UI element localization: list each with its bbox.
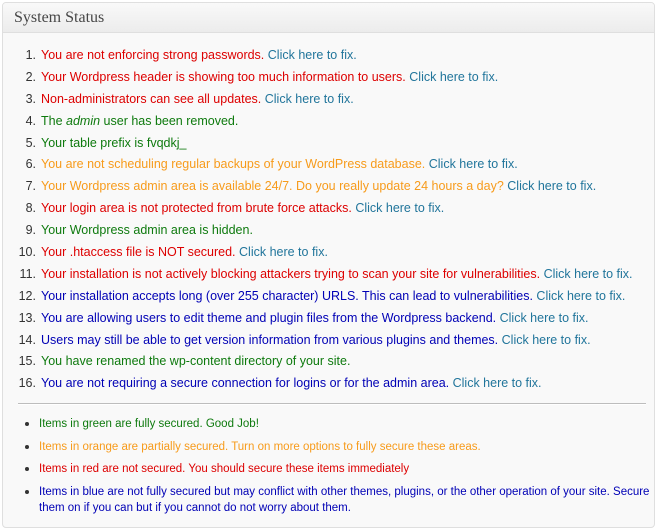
- status-item-message: Your Wordpress admin area is available 24/7. Do you really update 24 hours a day?: [41, 179, 504, 194]
- panel-title: System Status: [14, 9, 105, 26]
- legend-text: Items in orange are partially secured. Turn on more options to fully secure these areas.: [39, 440, 481, 453]
- status-item-message: Non-administrators can see all updates.: [41, 91, 262, 106]
- status-item-number: 8.: [25, 201, 36, 216]
- status-item: [3, 45, 653, 67]
- status-item-message: You have renamed the wp-content directory of your site.: [41, 354, 351, 369]
- fix-link[interactable]: Click here to fix.: [501, 332, 591, 347]
- status-item-number: 15.: [18, 354, 36, 369]
- status-item: [3, 111, 653, 133]
- status-item: [3, 176, 653, 198]
- status-item-number: 9.: [25, 223, 36, 238]
- status-item-message: [41, 114, 238, 128]
- status-item: [3, 89, 653, 111]
- legend-item: [3, 439, 653, 455]
- status-item: [3, 308, 653, 330]
- legend-item: [3, 484, 653, 516]
- status-item: [3, 373, 653, 395]
- fix-link[interactable]: Click here to fix.: [536, 288, 626, 303]
- fix-link[interactable]: Click here to fix.: [355, 201, 445, 216]
- fix-link[interactable]: Click here to fix.: [267, 48, 357, 62]
- fix-link[interactable]: Click here to fix.: [452, 376, 542, 391]
- status-item: [3, 220, 653, 242]
- status-item-message: You are not enforcing strong passwords.: [41, 48, 265, 62]
- status-item-message: Your Wordpress admin area is hidden.: [41, 223, 253, 238]
- status-item-message: You are not scheduling regular backups of your WordPress database.: [41, 157, 426, 172]
- status-item-number: 5.: [25, 135, 36, 150]
- status-item: [3, 198, 653, 220]
- status-item: [3, 133, 653, 155]
- status-item-number: 12.: [18, 288, 36, 303]
- status-item-number: 16.: [18, 376, 36, 391]
- status-item-message: Your installation is not actively blocking attackers trying to scan your site for vulnerabilities.: [41, 266, 541, 281]
- fix-link[interactable]: Click here to fix.: [239, 245, 328, 260]
- status-item-message: Your login area is not protected from brute force attacks.: [41, 201, 352, 216]
- fix-link[interactable]: Click here to fix.: [507, 179, 597, 194]
- status-item: [3, 67, 653, 89]
- status-item-text-after: user has been removed.: [100, 113, 239, 128]
- status-item-message: Your Wordpress header is showing too much information to users.: [41, 69, 406, 84]
- divider: [18, 403, 646, 405]
- status-item-number: 11.: [19, 266, 36, 281]
- status-item-number: 1.: [25, 48, 36, 62]
- bullet-icon: [25, 422, 29, 426]
- panel-header: [3, 3, 654, 33]
- status-item-number: 7.: [25, 179, 36, 194]
- status-item: [3, 154, 653, 176]
- fix-link[interactable]: Click here to fix.: [543, 266, 633, 281]
- status-item-number: 4.: [25, 113, 36, 128]
- status-item-number: 3.: [25, 91, 36, 106]
- status-item-emphasis: admin: [66, 113, 101, 128]
- status-item-number: 13.: [18, 310, 36, 325]
- bullet-icon: [25, 467, 29, 471]
- bullet-icon: [25, 445, 29, 449]
- status-item: [3, 286, 653, 308]
- status-item: [3, 264, 653, 286]
- legend-text: Items in green are fully secured. Good Job!: [39, 418, 259, 430]
- status-item: [3, 330, 653, 352]
- status-item-message: Your table prefix is fvqdkj_: [41, 135, 187, 150]
- legend-item: [3, 461, 653, 477]
- status-item-number: 2.: [25, 69, 36, 84]
- status-item-message: You are not requiring a secure connection for logins or for the admin area.: [41, 376, 450, 391]
- legend-text: Items in blue are not fully secured but may conflict with other themes, plugins, or the other operation of your site. Secure them on if you can but if you cannot do not worry about them.: [39, 485, 650, 514]
- status-item-message: You are allowing users to edit theme and plugin files from the Wordpress backend.: [41, 310, 497, 325]
- bullet-icon: [25, 490, 29, 494]
- fix-link[interactable]: Click here to fix.: [428, 157, 518, 172]
- status-item-message: Your installation accepts long (over 255 character) URLS. This can lead to vulnerabilities.: [41, 288, 533, 303]
- fix-link[interactable]: Click here to fix.: [409, 69, 499, 84]
- status-item-text-before: The: [41, 113, 67, 128]
- status-item-number: 10.: [18, 245, 36, 260]
- legend-item: [3, 416, 653, 432]
- fix-link[interactable]: Click here to fix.: [264, 91, 354, 106]
- status-item: [3, 242, 653, 264]
- system-status-panel: [2, 2, 655, 528]
- status-item-message: Users may still be able to get version information from various plugins and themes.: [41, 332, 499, 347]
- status-item-message: Your .htaccess file is NOT secured.: [41, 245, 236, 260]
- status-list: [3, 45, 653, 395]
- legend-text: Items in red are not secured. You should secure these items immediately: [39, 463, 410, 475]
- legend-list: [3, 416, 653, 522]
- status-item-number: 6.: [25, 157, 36, 172]
- fix-link[interactable]: Click here to fix.: [499, 310, 589, 325]
- status-item: [3, 351, 653, 373]
- status-item-number: 14.: [18, 332, 36, 347]
